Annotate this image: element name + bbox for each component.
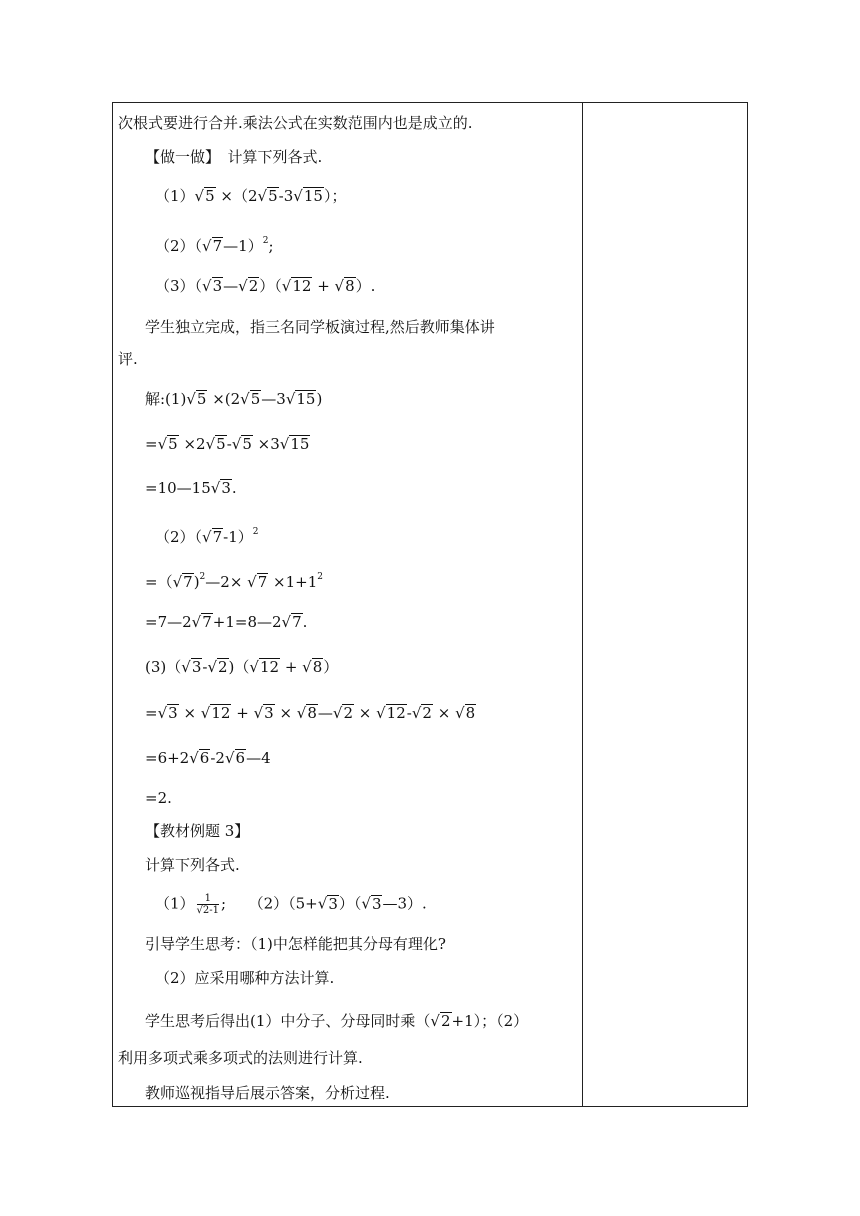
solution-1-step: =√5 ×2√5-√5 ×3√15: [145, 435, 310, 453]
exercise-3: （3）（√3—√2）（√12 + √8）.: [155, 277, 376, 295]
text-line: （2）应采用哪种方法计算.: [155, 969, 335, 987]
text-line: 教师巡视指导后展示答案，分析过程.: [145, 1084, 390, 1102]
exercise-1: （1）√5 ×（2√5-3√15）；: [155, 187, 347, 205]
text-line: 引导学生思考：（1)中怎样能把其分母有理化?: [145, 935, 446, 953]
notes-cell: [583, 103, 747, 1106]
solution-3-step: =√3 × √12 + √3 × √8—√2 × √12-√2 × √8: [145, 704, 476, 722]
solution-3-result: =2.: [145, 789, 172, 807]
solution-3-step2: =6+2√6-2√6—4: [145, 749, 271, 767]
solution-2-step: =（√7)$^2$—2× $√7 \times 1+1^2$: [145, 572, 324, 591]
section-heading: 【做一做】 计算下列各式.: [145, 148, 323, 166]
text-line: 次根式要进行合并.乘法公式在实数范围内也是成立的.: [118, 114, 473, 132]
text-line: 评.: [118, 350, 138, 368]
text-line: 学生独立完成，指三名同学板演过程,然后教师集体讲: [145, 318, 495, 336]
exercise-2: （2）（√7—1）$^2$;: [155, 236, 274, 255]
solution-2: $(2)(√7-1)^2$: [155, 527, 259, 546]
text-line: 利用多项式乘多项式的法则进行计算.: [118, 1049, 363, 1067]
text-line: 学生思考后得出(1）中分子、分母同时乘（√2+1）；（2）: [145, 1012, 529, 1030]
section-heading: 【教材例题 3】: [145, 822, 250, 840]
solution-2-result: =7—2√7+1=8—2√7.: [145, 613, 308, 631]
example-exercises: （1） $\frac{1}{√2-1}$ ; （2）（5+√3）（√3—3）.: [155, 893, 427, 916]
solution-1-result: =10—15√3.: [145, 479, 237, 497]
text-line: 计算下列各式.: [145, 856, 240, 874]
fraction: $\frac{1}{√2-1}$: [196, 893, 220, 916]
solution-1: 解:(1)√5 ×(2√5—3√15): [145, 390, 323, 408]
solution-3: (3)（√3-√2)（√12 + √8）: [145, 658, 339, 676]
